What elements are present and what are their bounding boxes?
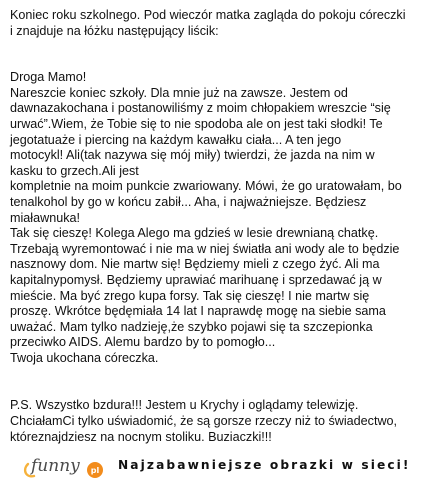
letter-line: Trzebają wyremontować i nie ma w niej światła ani wody ale to będzie bbox=[10, 241, 400, 256]
letter-line: tenalkohol by go w końcu zabił... Aha, i najważniejsze. Będziesz bbox=[10, 194, 367, 209]
letter-line: uważać. Mam tylko nadzieję,że szybko pojawi się ta szczepionka bbox=[10, 319, 373, 334]
postscript-line: któreznajdziesz na nocnym stoliku. Buziaczki!!! bbox=[10, 429, 272, 444]
postscript-line: ChciałamCi tylko uświadomić, że są gorsze rzeczy niż to świadectwo, bbox=[10, 414, 398, 429]
postscript-paragraph bbox=[10, 398, 440, 445]
logo-wordmark: funny bbox=[31, 456, 80, 476]
tagline: Najzabawniejsze obrazki w sieci! bbox=[118, 458, 411, 472]
letter-line: proszę. Wkrótce będęmiała 14 lat I naprawdę mogę na siebie sama bbox=[10, 304, 386, 319]
letter-line: nasznowy dom. Nie martw się! Będziemy mieli z czego żyć. Ali ma bbox=[10, 257, 380, 272]
letter-signature: Twoja ukochana córeczka. bbox=[10, 350, 159, 365]
letter-document bbox=[10, 8, 440, 445]
watermark-footer bbox=[0, 447, 446, 487]
letter-line: Tak się cieszę! Kolega Alego ma gdzieś w lesie drewnianą chatkę. bbox=[10, 226, 379, 241]
intro-paragraph bbox=[10, 8, 440, 39]
letter-line: Nareszcie koniec szkoły. Dla mnie już na zawsze. Jestem od bbox=[10, 85, 348, 100]
letter-line: dawnazakochana i postanowiliśmy z moim chłopakiem wreszcie “się bbox=[10, 101, 391, 116]
letter-line: urwać”.Wiem, że Tobie się to nie spodoba ale on jest taki słodki! Te bbox=[10, 116, 383, 131]
letter-line: mieście. Ma być zrego kupa forsy. Tak się cieszę! I nie martw się bbox=[10, 288, 370, 303]
intro-line: Koniec roku szkolnego. Pod wieczór matka zagląda do pokoju córeczki bbox=[10, 8, 406, 22]
letter-line: jegotatuaże i piercing na każdym kawałku ciała... A ten jego bbox=[10, 132, 342, 147]
letter-line: miaławnuka! bbox=[10, 210, 80, 225]
postscript-line: P.S. Wszystko bzdura!!! Jestem u Krychy i oglądamy telewizję. bbox=[10, 398, 359, 413]
letter-line: kapitalnypomysł. Będziemy uprawiać marihuanę i sprzedawać ją w bbox=[10, 272, 382, 287]
intro-line: i znajduje na łóżku następujący liścik: bbox=[10, 23, 219, 38]
letter-line: kompletnie na moim punkcie zwariowany. Mówi, że go uratowałam, bo bbox=[10, 179, 402, 194]
letter-body bbox=[10, 70, 440, 366]
funny-pl-logo bbox=[20, 449, 106, 483]
logo-badge-text: pl bbox=[90, 466, 100, 475]
letter-line: kasku to grzech.Ali jest bbox=[10, 163, 139, 178]
letter-line: przeciwko AIDS. Alemu bardzo by to pomogło... bbox=[10, 335, 276, 350]
letter-greeting: Droga Mamo! bbox=[10, 70, 87, 85]
letter-line: motocykl! Ali(tak nazywa się mój miły) twierdzi, że jazda na nim w bbox=[10, 148, 375, 163]
